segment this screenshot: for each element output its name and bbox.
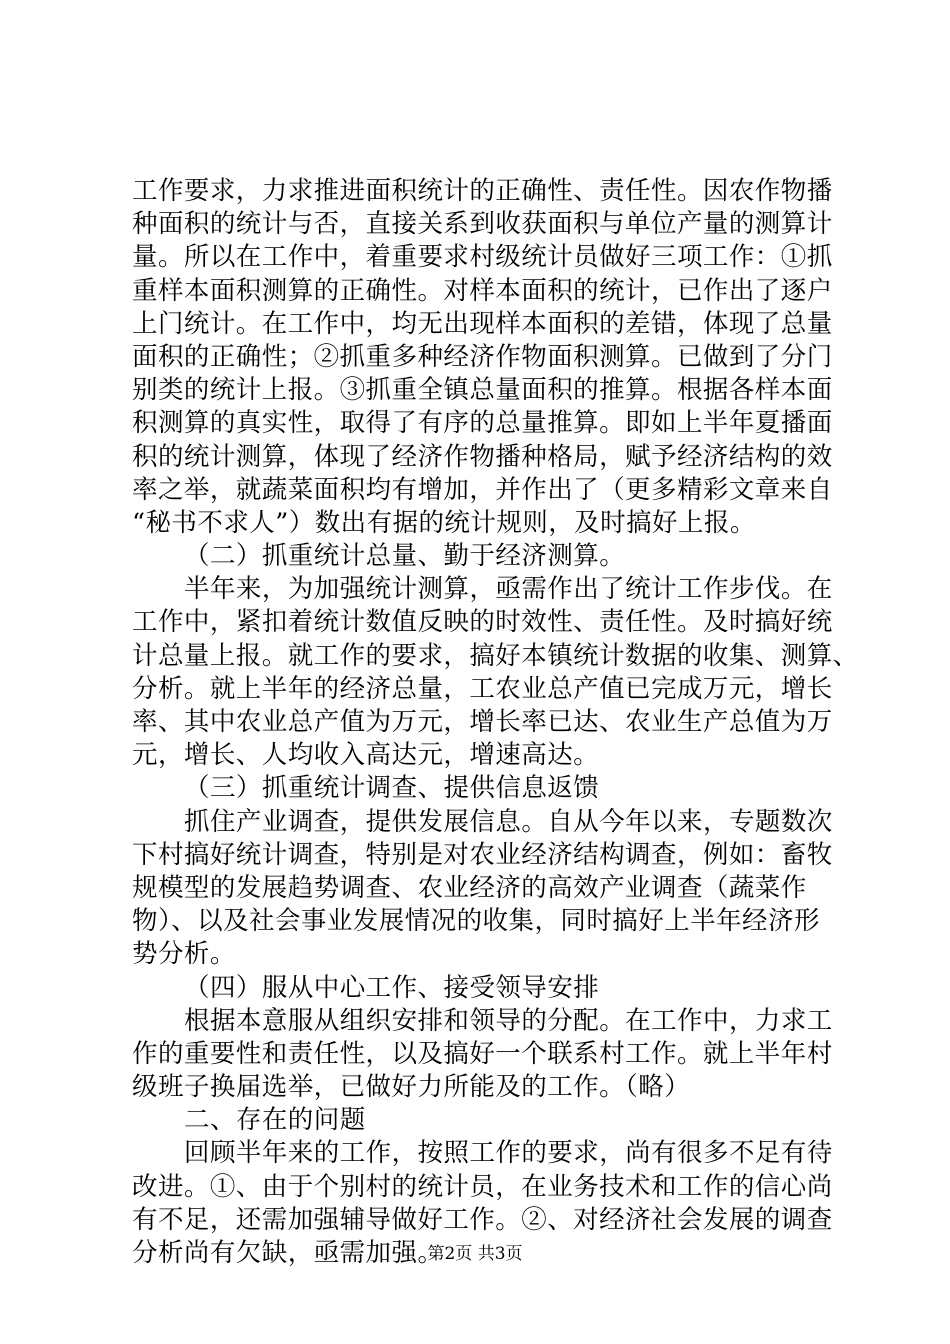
text-line: 别类的统计上报。③抓重全镇总量面积的推算。根据各样本面 [132, 375, 833, 406]
text-line: 量。所以在工作中，着重要求村级统计员做好三项工作：①抓 [132, 242, 833, 273]
text-line: 积测算的真实性，取得了有序的总量推算。即如上半年夏播面 [132, 408, 833, 439]
text-line: 工作中，紧扣着统计数值反映的时效性、责任性。及时搞好统 [132, 607, 833, 638]
text-line: 物）、以及社会事业发展情况的收集，同时搞好上半年经济形 [132, 906, 820, 937]
text-line: 分析尚有欠缺，亟需加强。 [132, 1238, 444, 1268]
text-line: 二、存在的问题 [184, 1105, 366, 1136]
page-footer [0, 1243, 950, 1265]
text-line: 势分析。 [132, 939, 236, 970]
text-line: 积的统计测算，体现了经济作物播种格局，赋予经济结构的效 [132, 441, 833, 472]
text-line: 回顾半年来的工作，按照工作的要求，尚有很多不足有待 [184, 1138, 833, 1169]
text-line: （三）抓重统计调查、提供信息返馈 [184, 773, 600, 804]
text-line: 有不足，还需加强辅导做好工作。②、对经济社会发展的调查 [132, 1204, 833, 1235]
body-text [132, 175, 859, 1270]
text-line: 率、其中农业总产值为万元，增长率已达、农业生产总值为万 [132, 707, 833, 737]
text-line: 种面积的统计与否，直接关系到收获面积与单位产量的测算计 [132, 209, 833, 240]
text-line: 规模型的发展趋势调查、农业经济的高效产业调查（蔬菜作 [132, 872, 807, 903]
text-line: 级班子换届选举，已做好力所能及的工作。（略） [132, 1072, 691, 1103]
text-line: （二）抓重统计总量、勤于经济测算。 [184, 541, 626, 572]
text-line: （四）服从中心工作、接受领导安排 [184, 972, 600, 1003]
text-line: 改进。①、由于个别村的统计员，在业务技术和工作的信心尚 [132, 1171, 833, 1202]
text-line: 根据本意服从组织安排和领导的分配。在工作中，力求工 [184, 1005, 833, 1036]
text-line: 抓住产业调查，提供发展信息。自从今年以来，专题数次 [184, 806, 833, 837]
text-line: 工作要求，力求推进面积统计的正确性、责任性。因农作物播 [132, 176, 833, 206]
text-line: 元，增长、人均收入高达元，增速高达。 [132, 740, 600, 771]
text-line: 半年来，为加强统计测算，亟需作出了统计工作步伐。在 [184, 574, 833, 605]
page-number-label: 第2页 共3页 [427, 1244, 523, 1264]
text-line: 计总量上报。就工作的要求，搞好本镇统计数据的收集、测算、 [132, 640, 859, 671]
text-line: 上门统计。在工作中，均无出现样本面积的差错，体现了总量 [132, 308, 833, 339]
text-line: 率之举，就蔬菜面积均有增加，并作出了（更多精彩文章来自 [132, 474, 833, 505]
text-line: 重样本面积测算的正确性。对样本面积的统计，已作出了逐户 [132, 275, 833, 306]
text-line: “秘书不求人”）数出有据的统计规则，及时搞好上报。 [132, 507, 756, 538]
text-line: 作的重要性和责任性，以及搞好一个联系村工作。就上半年村 [132, 1038, 833, 1069]
text-line: 面积的正确性；②抓重多种经济作物面积测算。已做到了分门 [132, 341, 833, 372]
text-line: 下村搞好统计调查，特别是对农业经济结构调查，例如：畜牧 [132, 839, 833, 870]
text-line: 分析。就上半年的经济总量，工农业总产值已完成万元，增长 [132, 673, 833, 704]
